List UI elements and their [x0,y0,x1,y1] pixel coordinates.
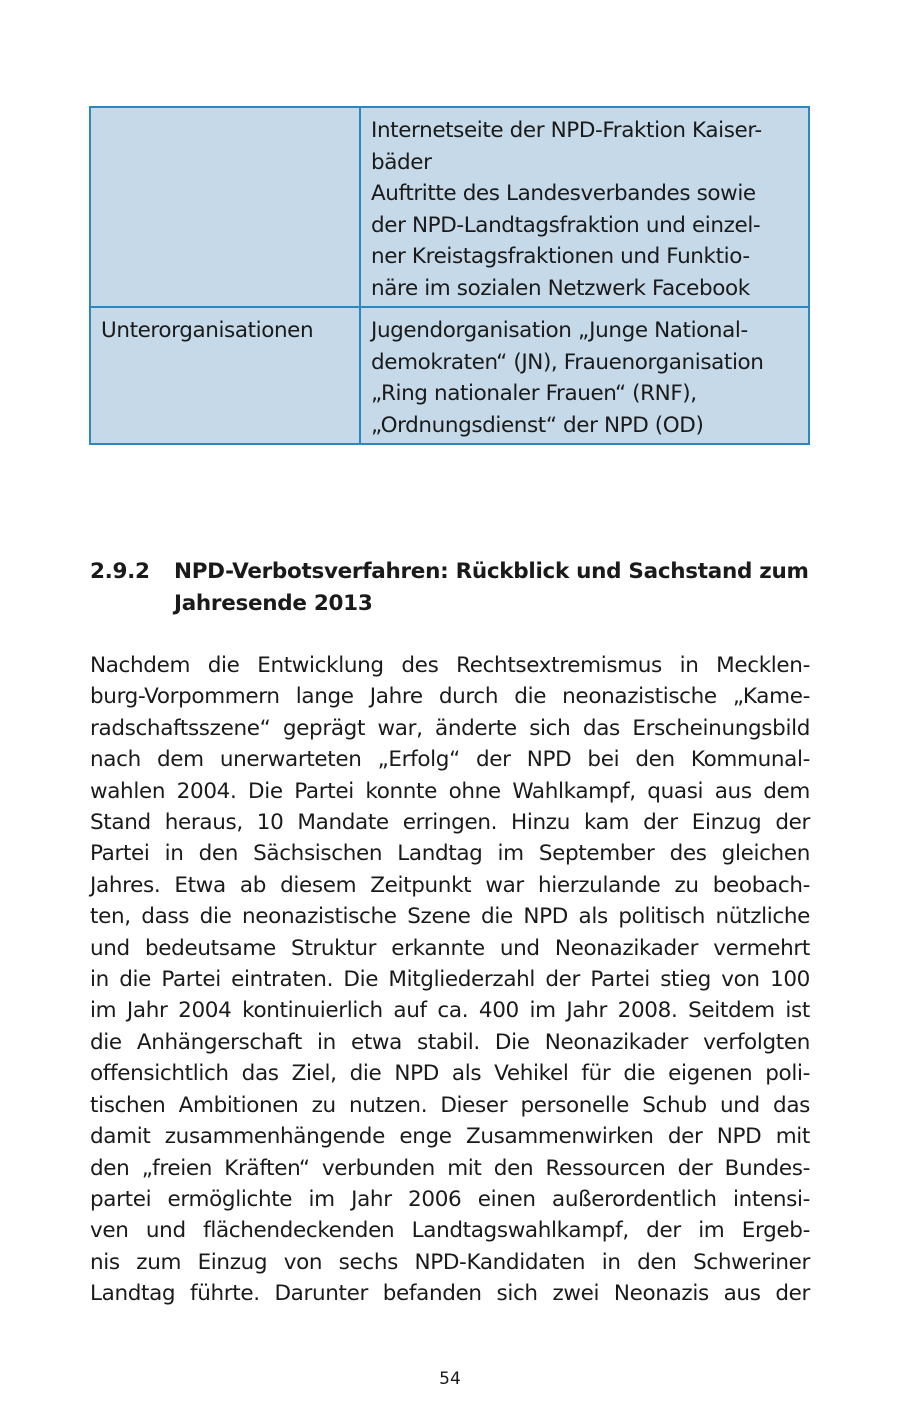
section-number: 2.9.2 [90,559,150,584]
table-cell-line: Internetseite der NPD-Fraktion Kaiser- [371,118,762,143]
paragraph-line: und bedeutsame Struktur erkannte und Neonazikader vermehrt [90,935,810,961]
table-cell-line: ner Kreistagsfraktionen und Funktio- [371,244,750,269]
paragraph-line: tischen Ambitionen zu nutzen. Dieser personelle Schub und das [90,1092,810,1118]
table-cell-line: „Ordnungsdienst“ der NPD (OD) [371,412,704,438]
section-title [174,556,814,620]
table-cell-line: der NPD-Landtagsfraktion und einzel- [371,212,761,238]
paragraph-line: nis zum Einzug von sechs NPD-Kandidaten in den Schweriner [90,1249,810,1275]
paragraph-line: im Jahr 2004 kontinuierlich auf ca. 400 im Jahr 2008. Seitdem ist [90,998,810,1024]
table-value-cell [360,107,809,307]
body-paragraph [90,650,810,1310]
paragraph-line: den „freien Kräften“ verbunden mit den Ressourcen der Bundes- [90,1155,810,1181]
paragraph-line: Nachdem die Entwicklung des Rechtsextremismus in Mecklen- [90,653,810,678]
table-cell-line: „Ring nationaler Frauen“ (RNF), [371,381,697,406]
table-row [90,307,809,444]
paragraph-line: wahlen 2004. Die Partei konnte ohne Wahlkampf, quasi aus dem [90,778,810,804]
page-number: 54 [439,1369,461,1389]
table-cell-line: Auftritte des Landesverbandes sowie [371,181,756,206]
table-label-cell [90,107,360,307]
paragraph-line: offensichtlich das Ziel, die NPD als Vehikel für die eigenen poli- [90,1061,810,1087]
paragraph-line: in die Partei eintraten. Die Mitgliederzahl der Partei stieg von 100 [90,967,810,993]
paragraph-line: nach dem unerwarteten „Erfolg“ der NPD bei den Kommunal- [90,747,810,773]
table-row [90,107,809,307]
paragraph-line: Landtag führte. Darunter befanden sich zwei Neonazis aus der [90,1281,810,1307]
section-title-line: Jahresende 2013 [174,591,373,616]
paragraph-line: partei ermöglichte im Jahr 2006 einen außerordentlich intensi- [90,1186,810,1212]
paragraph-line: damit zusammenhängende enge Zusammenwirken der NPD mit [90,1124,810,1150]
paragraph-line: radschaftsszene“ geprägt war, änderte sich das Erscheinungsbild [90,715,810,741]
paragraph-line: Jahres. Etwa ab diesem Zeitpunkt war hierzulande zu beobach- [90,872,810,898]
paragraph-line: die Anhängerschaft in etwa stabil. Die Neonazikader verfolgten [90,1029,810,1055]
table-label-cell: Unterorganisationen [90,307,360,444]
table-cell-line: Jugendorganisation „Junge National- [371,318,748,343]
table-cell-line: bäder [371,149,432,175]
section-title-line: NPD-Verbotsverfahren: Rückblick und Sachstand zum [174,559,809,584]
table-cell-line: demokraten“ (JN), Frauenorganisation [371,349,764,375]
paragraph-line: burg-Vorpommern lange Jahre durch die neonazistische „Kame- [90,684,810,710]
info-table [89,106,810,445]
paragraph-line: ten, dass die neonazistische Szene die NPD als politisch nützliche [90,904,810,930]
paragraph-line: Stand heraus, 10 Mandate erringen. Hinzu kam der Einzug der [90,810,810,836]
table-cell-line: näre im sozialen Netzwerk Facebook [371,275,750,301]
paragraph-line: ven und flächendeckenden Landtagswahlkampf, der im Ergeb- [90,1218,810,1244]
table-value-cell [360,307,809,444]
paragraph-line: Partei in den Sächsischen Landtag im September des gleichen [90,841,810,867]
